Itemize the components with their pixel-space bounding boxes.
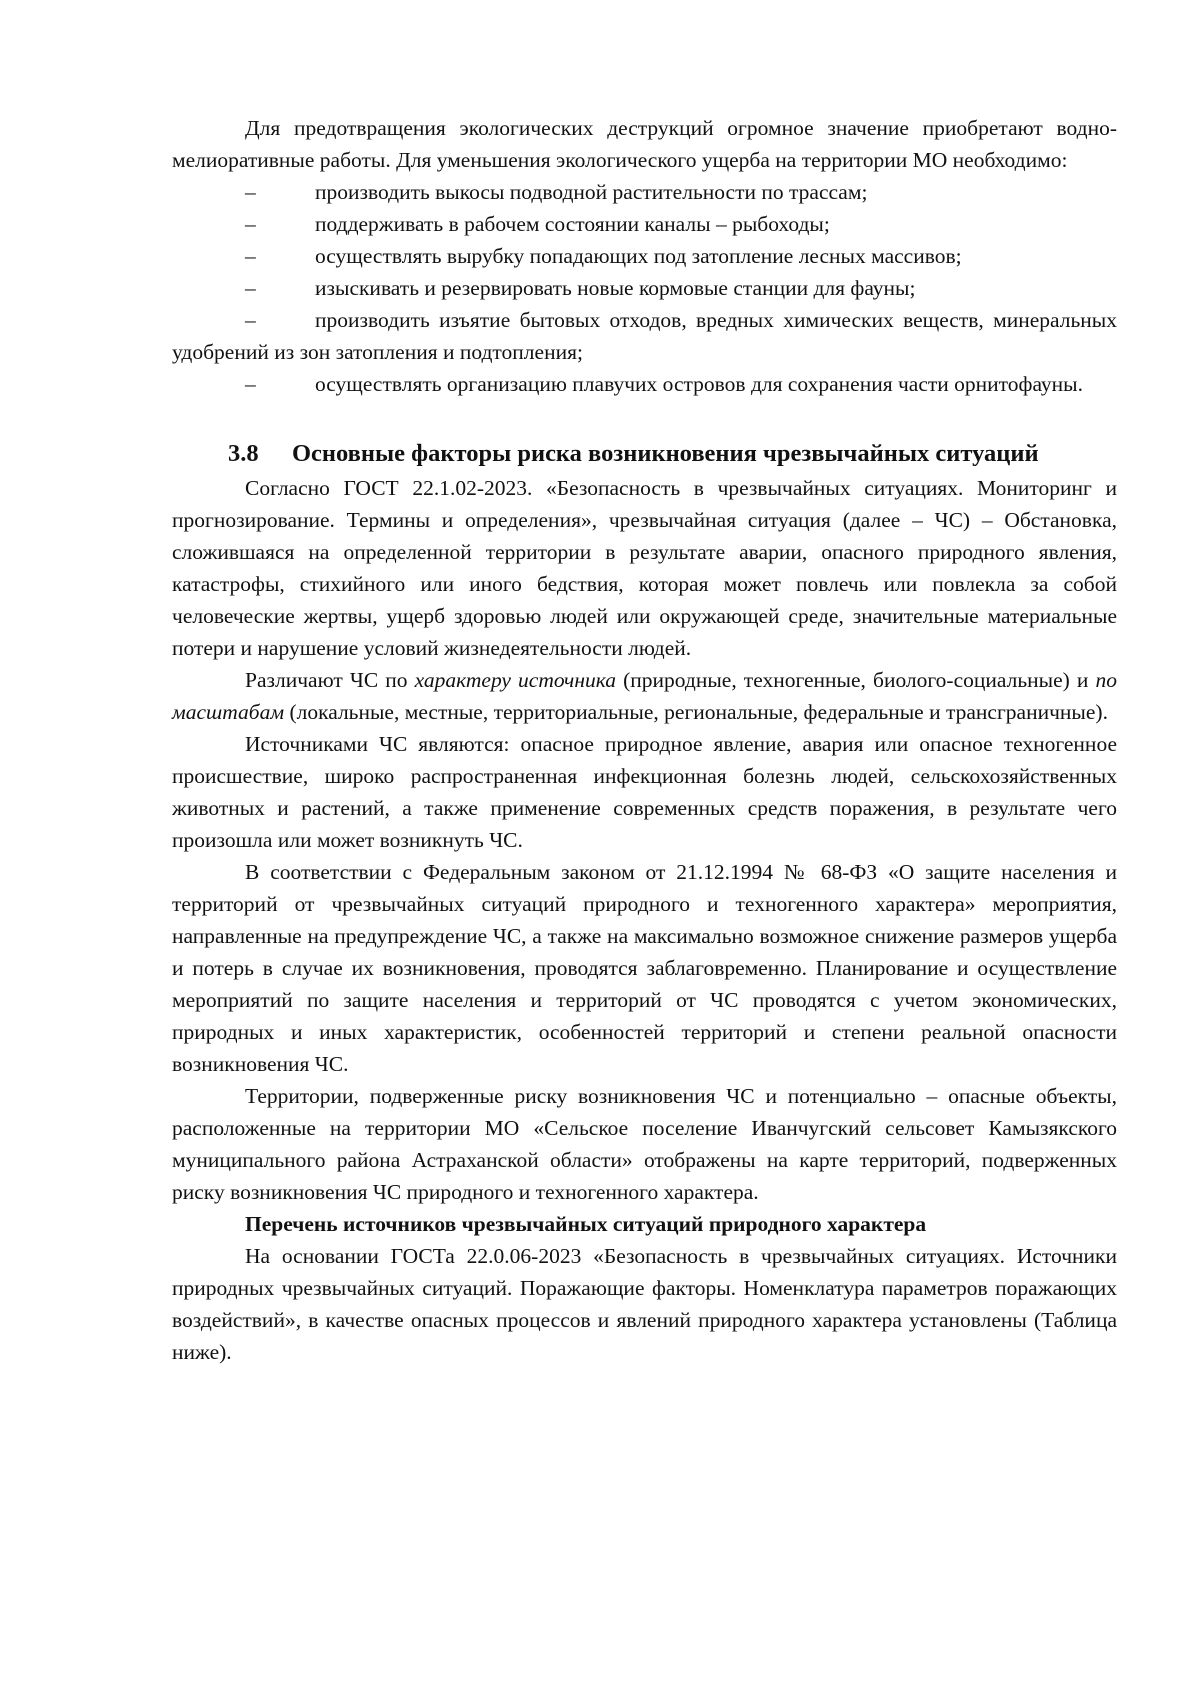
measures-list: [172, 176, 1117, 400]
dash-bullet: –: [245, 244, 256, 268]
list-item: [172, 368, 1117, 400]
list-item-text: осуществлять вырубку попадающих под затопление лесных массивов;: [315, 244, 962, 268]
dash-bullet: –: [245, 212, 256, 236]
text-run: Различают ЧС по: [245, 668, 415, 692]
section-heading: [172, 436, 1117, 472]
italic-term: по масштабам: [172, 668, 1117, 724]
list-item: [172, 208, 1117, 240]
subheading-natural-sources: Перечень источников чрезвычайных ситуаций природного характера: [245, 1212, 927, 1236]
text-run: (природные, техногенные, биолого-социальные) и: [616, 668, 1096, 692]
paragraph-sources: Источниками ЧС являются: опасное природное явление, авария или опасное техногенное происшествие, широко распространенная инфекционная болезнь людей, сельскохозяйственных животных и растений, а также применение современных средств поражения, в результате чего произошла или может возникнуть ЧС.: [172, 732, 1117, 852]
paragraph-territories: Территории, подверженные риску возникновения ЧС и потенциально – опасные объекты, расположенные на территории МО «Сельское поселение Иванчугский сельсовет Камызякского муниципального района Астраханской области» отображены на карте территорий, подверженных риску возникновения ЧС природного и техногенного характера.: [172, 1084, 1117, 1204]
section-title: Основные факторы риска возникновения чрезвычайных ситуаций: [292, 440, 1039, 467]
section-number: 3.8: [228, 440, 259, 467]
list-item-text: производить выкосы подводной растительности по трассам;: [315, 180, 868, 204]
intro-paragraph: Для предотвращения экологических деструкций огромное значение приобретают водно-мелиоративные работы. Для уменьшения экологического ущерба на территории МО необходимо:: [172, 116, 1117, 172]
paragraph-federal-law: В соответствии с Федеральным законом от 21.12.1994 № 68-ФЗ «О защите населения и территорий от чрезвычайных ситуаций природного и техногенного характера» мероприятия, направленные на предупреждение ЧС, а также на максимально возможное снижение размеров ущерба и потерь в случае их возникновения, проводятся заблаговременно. Планирование и осуществление мероприятий по защите населения и территорий от ЧС проводятся с учетом экономических, природных и иных характеристик, особенностей территорий и степени реальной опасности возникновения ЧС.: [172, 860, 1117, 1076]
dash-bullet: –: [245, 372, 256, 396]
list-item-text: производить изъятие бытовых отходов, вредных химических веществ, минеральных удобрений из зон затопления и подтопления;: [172, 308, 1117, 364]
document-page: [172, 112, 1117, 1368]
dash-bullet: –: [245, 180, 256, 204]
dash-bullet: –: [245, 276, 256, 300]
paragraph-classification: [172, 664, 1117, 728]
list-item-text: осуществлять организацию плавучих островов для сохранения части орнитофауны.: [315, 372, 1084, 396]
list-item-text: изыскивать и резервировать новые кормовые станции для фауны;: [315, 276, 916, 300]
dash-bullet: –: [245, 308, 256, 332]
list-item: [172, 272, 1117, 304]
list-item: [172, 176, 1117, 208]
paragraph-definition: Согласно ГОСТ 22.1.02-2023. «Безопасность в чрезвычайных ситуациях. Мониторинг и прогнозирование. Термины и определения», чрезвычайная ситуация (далее – ЧС) – Обстановка, сложившаяся на определенной территории в результате аварии, опасного природного явления, катастрофы, стихийного или иного бедствия, которая может повлечь или повлекла за собой человеческие жертвы, ущерб здоровью людей или окружающей среде, значительные материальные потери и нарушение условий жизнедеятельности людей.: [172, 476, 1117, 660]
text-run: (локальные, местные, территориальные, региональные, федеральные и трансграничные).: [284, 700, 1108, 724]
list-item: [172, 304, 1117, 368]
paragraph-gost: На основании ГОСТа 22.0.06-2023 «Безопасность в чрезвычайных ситуациях. Источники природных чрезвычайных ситуаций. Поражающие факторы. Номенклатура параметров поражающих воздействий», в качестве опасных процессов и явлений природного характера установлены (Таблица ниже).: [172, 1244, 1117, 1364]
list-item: [172, 240, 1117, 272]
list-item-text: поддерживать в рабочем состоянии каналы – рыбоходы;: [315, 212, 830, 236]
italic-term: характеру источника: [414, 668, 617, 692]
